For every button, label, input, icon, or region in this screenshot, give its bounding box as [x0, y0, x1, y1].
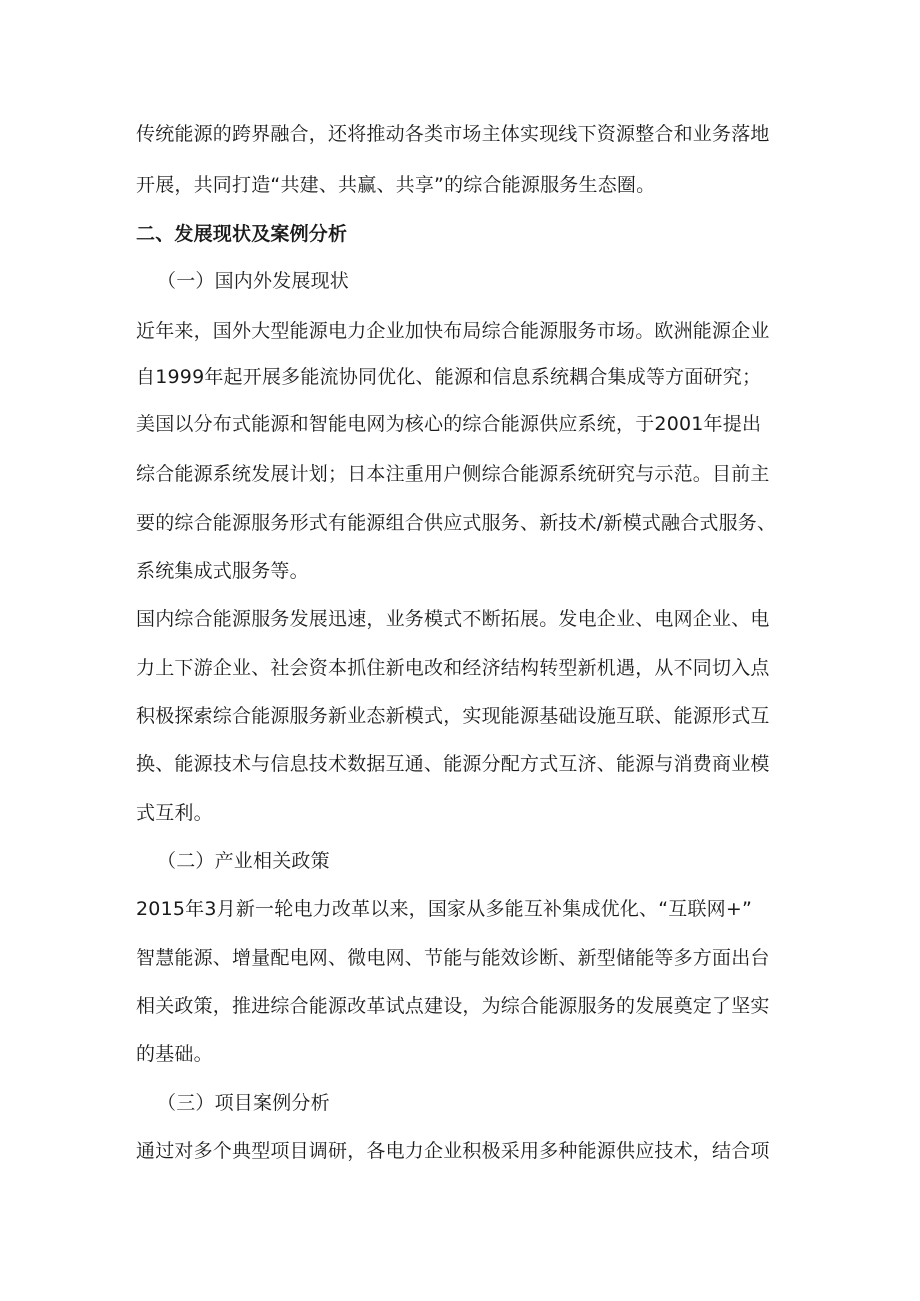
body-text-line: 要的综合能源服务形式有能源组合供应式服务、新技术/新模式融合式服务、 — [136, 512, 777, 534]
subsection-heading: （一）国内外发展现状 — [157, 270, 350, 292]
body-text-line: 自1999年起开展多能流协同优化、能源和信息系统耦合集成等方面研究； — [136, 366, 762, 388]
body-text-line: 相关政策，推进综合能源改革试点建设，为综合能源服务的发展奠定了坚实 — [136, 995, 770, 1017]
body-text-line: 的基础。 — [136, 1043, 213, 1065]
subsection-heading: （二）产业相关政策 — [157, 850, 330, 872]
body-text-line: 综合能源系统发展计划；日本注重用户侧综合能源系统研究与示范。目前主 — [136, 463, 770, 485]
subsection-heading: （三）项目案例分析 — [157, 1092, 330, 1114]
body-text-line: 国内综合能源服务发展迅速，业务模式不断拓展。发电企业、电网企业、电 — [136, 608, 770, 630]
body-text-line: 换、能源技术与信息技术数据互通、能源分配方式互济、能源与消费商业模 — [136, 753, 770, 775]
body-text-line: 智慧能源、增量配电网、微电网、节能与能效诊断、新型储能等多方面出台 — [136, 947, 770, 969]
body-text-line: 开展，共同打造“共建、共赢、共享”的综合能源服务生态圈。 — [136, 174, 656, 196]
body-text-line: 式互利。 — [136, 802, 213, 824]
section-heading: 二、发展现状及案例分析 — [136, 223, 348, 245]
body-text-line: 美国以分布式能源和智能电网为核心的综合能源供应系统，于2001年提出 — [136, 413, 762, 435]
body-text-line: 2015年3月新一轮电力改革以来，国家从多能互补集成优化、“互联网+” — [136, 898, 753, 920]
body-text-line: 系统集成式服务等。 — [136, 560, 309, 582]
body-text-line: 近年来，国外大型能源电力企业加快布局综合能源服务市场。欧洲能源企业 — [136, 320, 770, 342]
body-text-line: 积极探索综合能源服务新业态新模式，实现能源基础设施互联、能源形式互 — [136, 705, 770, 727]
body-text-line: 通过对多个典型项目调研，各电力企业积极采用多种能源供应技术，结合项 — [136, 1140, 770, 1162]
body-text-line: 传统能源的跨界融合，还将推动各类市场主体实现线下资源整合和业务落地 — [136, 123, 770, 145]
body-text-line: 力上下游企业、社会资本抓住新电改和经济结构转型新机遇，从不同切入点 — [136, 657, 770, 679]
